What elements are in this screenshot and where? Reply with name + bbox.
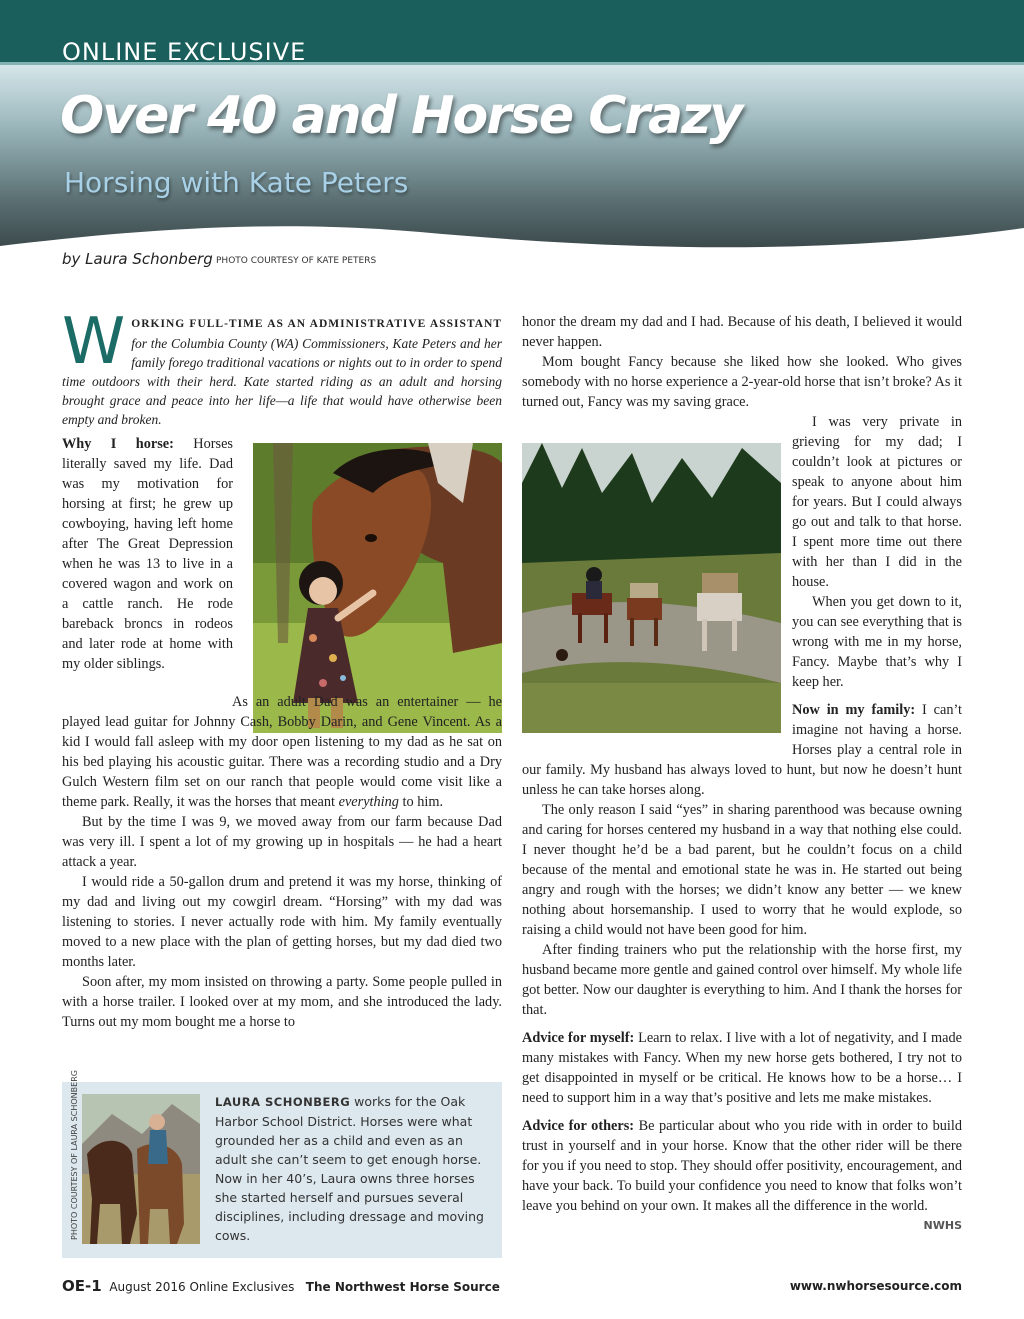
why-i-horse-text: Horses literally saved my life. Dad was my motivation for horsing at first; he grew up cowboying, having left home after The Great Depression when he was 13 to live in a covered wagon and work on a cattle ranch. He rode bareback broncs in rodeos and later rode at home with my older siblings.	[62, 436, 233, 672]
author-name: LAURA SCHONBERG	[215, 1095, 351, 1109]
drum-paragraph: I would ride a 50-gallon drum and pretend it was my horse, thinking of my dad and living out my cowgirl dream. “Horsing” with my dad was listening to stories. I never actually rode with him. My family eventually moved to a new place with the plan of getting horses, but my dad died two months later.	[62, 874, 502, 970]
family-text: I can’t imagine not having a horse. Horses play a central role in our family. My husband has always loved to hunt, but now he doesn’t hunt unless he can take horses along.	[522, 702, 962, 798]
footer-left	[62, 1277, 500, 1295]
fancy-paragraph: Mom bought Fancy because she liked how she looked. Who gives somebody with no horse experience a 2-year-old horse that isn’t broke? As it turned out, Fancy was my saving grace.	[522, 354, 962, 410]
issue-label: August 2016 Online Exclusives	[109, 1280, 295, 1294]
author-bio-body: works for the Oak Harbor School District. Horses were what grounded her as a child and even as an adult she can’t seem to get enough horse. Now in her 40’s, Laura owns three horses she started herself and pursues several disciplines, including dressage and moving cows.	[215, 1094, 484, 1243]
author-bio-text	[215, 1092, 485, 1245]
article-subtitle: Horsing with Kate Peters	[64, 166, 409, 199]
page-number: OE-1	[62, 1277, 102, 1295]
intro-paragraph	[62, 305, 502, 429]
article-title: Over 40 and Horse Crazy	[60, 86, 742, 146]
signature: NWHS	[923, 1219, 962, 1232]
party-paragraph: Soon after, my mom insisted on throwing a party. Some people pulled in with a horse trailer. I looked over at my mom, and she introduced the lady. Turns out my mom bought me a horse to	[62, 974, 502, 1030]
trainers-paragraph: After finding trainers who put the relationship with the horse first, my husband became more gentle and gained control over himself. My whole life got better. Now our daughter is everything to him. And I thank the horses for that.	[522, 942, 962, 1018]
grieving-paragraph: I was very private in grieving for my dad; I couldn’t look at pictures or speak to anyone about him for years. But I could always go out and talk to that horse. I spent more time out there with her than I did in the house.	[792, 414, 962, 590]
advice-others-heading: Advice for others:	[522, 1118, 635, 1134]
intro-smallcaps: ORKING FULL-TIME AS AN ADMINISTRATIVE ASSISTANT	[131, 318, 502, 330]
advice-others-paragraph	[522, 1116, 962, 1232]
website-url[interactable]: www.nwhorsesource.com	[789, 1279, 962, 1293]
photo-credit: PHOTO COURTESY OF KATE PETERS	[216, 256, 377, 266]
left-column-lower	[62, 692, 502, 1032]
honor-paragraph: honor the dream my dad and I had. Because of his death, I believed it would never happen.	[522, 314, 962, 350]
intro-text: for the Columbia County (WA) Commissioners, Kate Peters and her family forego traditional vacations or nights out to in order to spend time outdoors with their herd. Kate started riding as an adult and horsing brought grace and peace into her life—a life that would have otherwise been empty and broken.	[62, 336, 502, 427]
photo-author-image	[82, 1094, 200, 1244]
entertainer-emphasis: everything	[338, 794, 399, 810]
advice-others-text: Be particular about who you ride with in order to build trust in yourself and in your horse. Know that the other rider will be there for you if you need to stop. They should offer positivity, encouragement, and have your back. To build your confidence you need to know that folks won’t leave you behind on your own. It makes all the difference in the world.	[522, 1118, 962, 1214]
drop-cap: W	[62, 305, 126, 379]
section-kicker: ONLINE EXCLUSIVE	[62, 38, 307, 66]
hospital-paragraph: But by the time I was 9, we moved away from our farm because Dad was very ill. I spent a lot of my growing up in hospitals — he had a heart attack a year.	[62, 814, 502, 870]
advice-self-text: Learn to relax. I live with a lot of negativity, and I made many mistakes with Fancy. When my new horse gets bothered, I try not to get disappointed in myself or be critical. He knows how to be a horse… I need to support him in a way that’s positive and lets me make mistakes.	[522, 1030, 962, 1106]
family-heading: Now in my family:	[792, 702, 916, 718]
entertainer-text: As an adult Dad was an entertainer — he played lead guitar for Johnny Cash, Bobby Darin, and Gene Vincent. As a kid I would fall asleep with my door open listening to my dad as he sat on his bed playing his acoustic guitar. There was a recording studio and a Dry Gulch Western film set on our ranch that people would come visit like a theme park. Really, it was the horses that meant	[62, 694, 502, 810]
entertainer-text-end: to him.	[398, 794, 444, 810]
get-down-paragraph: When you get down to it, you can see everything that is wrong with me in my horse, Fancy. Maybe that’s why I keep her.	[792, 594, 962, 690]
author-photo-credit: PHOTO COURTESY OF LAURA SCHONBERG	[70, 1070, 79, 1240]
header-band	[0, 0, 1024, 260]
left-column	[62, 434, 502, 674]
right-column-wrap	[522, 412, 962, 1236]
parenthood-paragraph: The only reason I said “yes” in sharing parenthood was because owning and caring for horses centered my husband in a way that nothing else could. I never thought he’d be a bad parent, but he couldn’t focus on a child because of the mental and emotional state he was in. He started out being angry and rough with the horses; we didn’t know any better — we knew nothing about horsemanship. I used to worry that he would explode, so raising a child would not have been good for him.	[522, 802, 962, 938]
photo-float-spacer	[522, 432, 792, 750]
photo-author-with-horses	[82, 1094, 200, 1244]
publication-name: The Northwest Horse Source	[305, 1280, 500, 1294]
advice-self-paragraph	[522, 1028, 962, 1108]
why-i-horse-heading: Why I horse:	[62, 436, 174, 452]
why-i-horse-paragraph	[62, 434, 233, 674]
byline: by Laura Schonberg	[62, 250, 213, 268]
entertainer-paragraph	[62, 692, 502, 812]
advice-self-heading: Advice for myself:	[522, 1030, 635, 1046]
